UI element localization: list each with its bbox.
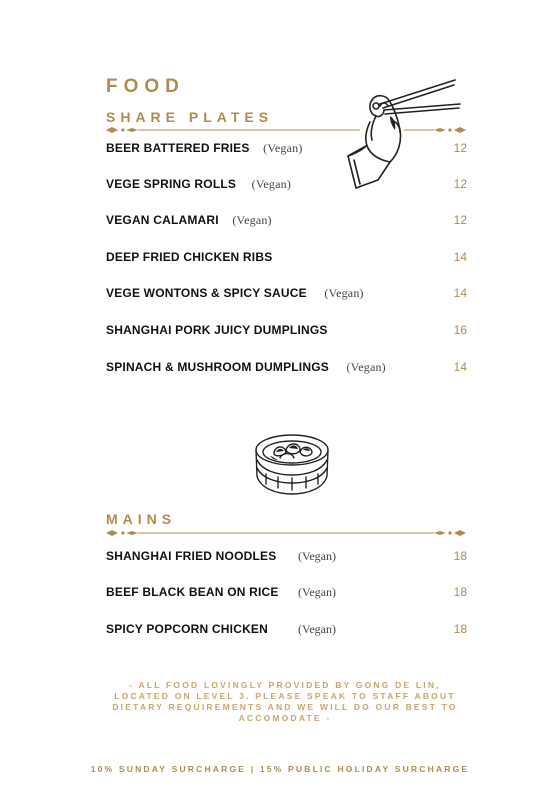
menu-item — [106, 250, 272, 264]
menu-item — [106, 177, 291, 192]
item-name: DEEP FRIED CHICKEN RIBS — [106, 250, 273, 264]
item-price: 12 — [453, 213, 467, 227]
item-price: 14 — [453, 250, 467, 264]
section-heading-share-plates: SHARE PLATES — [106, 109, 274, 125]
item-tag: (Vegan) — [324, 286, 364, 300]
item-name: SHANGHAI FRIED NOODLES — [106, 549, 277, 563]
item-tag: (Vegan) — [298, 622, 336, 636]
menu-item — [106, 323, 328, 337]
item-price: 18 — [453, 622, 467, 636]
divider-mains — [104, 528, 468, 538]
item-price: 14 — [453, 360, 467, 374]
hand-chopsticks-icon — [340, 76, 465, 196]
dietary-note: - ALL FOOD LOVINGLY PROVIDED BY GONG DE LIN, LOCATED ON LEVEL 3. PLEASE SPEAK TO STAFF ABOUT DIETARY REQUIREMENTS AND WE WILL DO OUR BEST TO ACCOMODATE - — [112, 680, 458, 723]
item-price: 18 — [453, 585, 467, 599]
item-tag: (Vegan) — [298, 585, 336, 599]
item-name: SHANGHAI PORK JUICY DUMPLINGS — [106, 323, 328, 337]
item-name: SPINACH & MUSHROOM DUMPLINGS — [106, 360, 329, 374]
menu-item — [106, 141, 303, 156]
menu-item — [106, 360, 386, 375]
item-price: 14 — [453, 286, 467, 300]
item-price: 12 — [453, 141, 467, 155]
menu-item — [106, 622, 268, 636]
item-name: SPICY POPCORN CHICKEN — [106, 622, 269, 636]
menu-item — [106, 549, 276, 563]
item-price: 12 — [453, 177, 467, 191]
menu-item — [106, 585, 279, 599]
dumpling-steamer-icon — [252, 430, 332, 498]
item-price: 16 — [453, 323, 467, 337]
surcharge-note: 10% SUNDAY SURCHARGE | 15% PUBLIC HOLIDAY SURCHARGE — [90, 764, 470, 774]
item-tag: (Vegan) — [232, 213, 272, 227]
item-name: VEGE WONTONS & SPICY SAUCE — [106, 286, 307, 300]
item-name: BEER BATTERED FRIES — [106, 141, 250, 155]
item-tag: (Vegan) — [298, 549, 336, 563]
item-name: VEGE SPRING ROLLS — [106, 177, 237, 191]
item-name: BEEF BLACK BEAN ON RICE — [106, 585, 279, 599]
menu-item — [106, 286, 364, 301]
item-name: VEGAN CALAMARI — [106, 213, 219, 227]
page-title: FOOD — [106, 76, 185, 97]
item-tag: (Vegan) — [263, 141, 303, 155]
menu-item — [106, 213, 272, 228]
item-tag: (Vegan) — [251, 177, 292, 191]
item-price: 18 — [453, 549, 467, 563]
item-tag: (Vegan) — [346, 360, 386, 374]
section-heading-mains: MAINS — [106, 511, 177, 527]
